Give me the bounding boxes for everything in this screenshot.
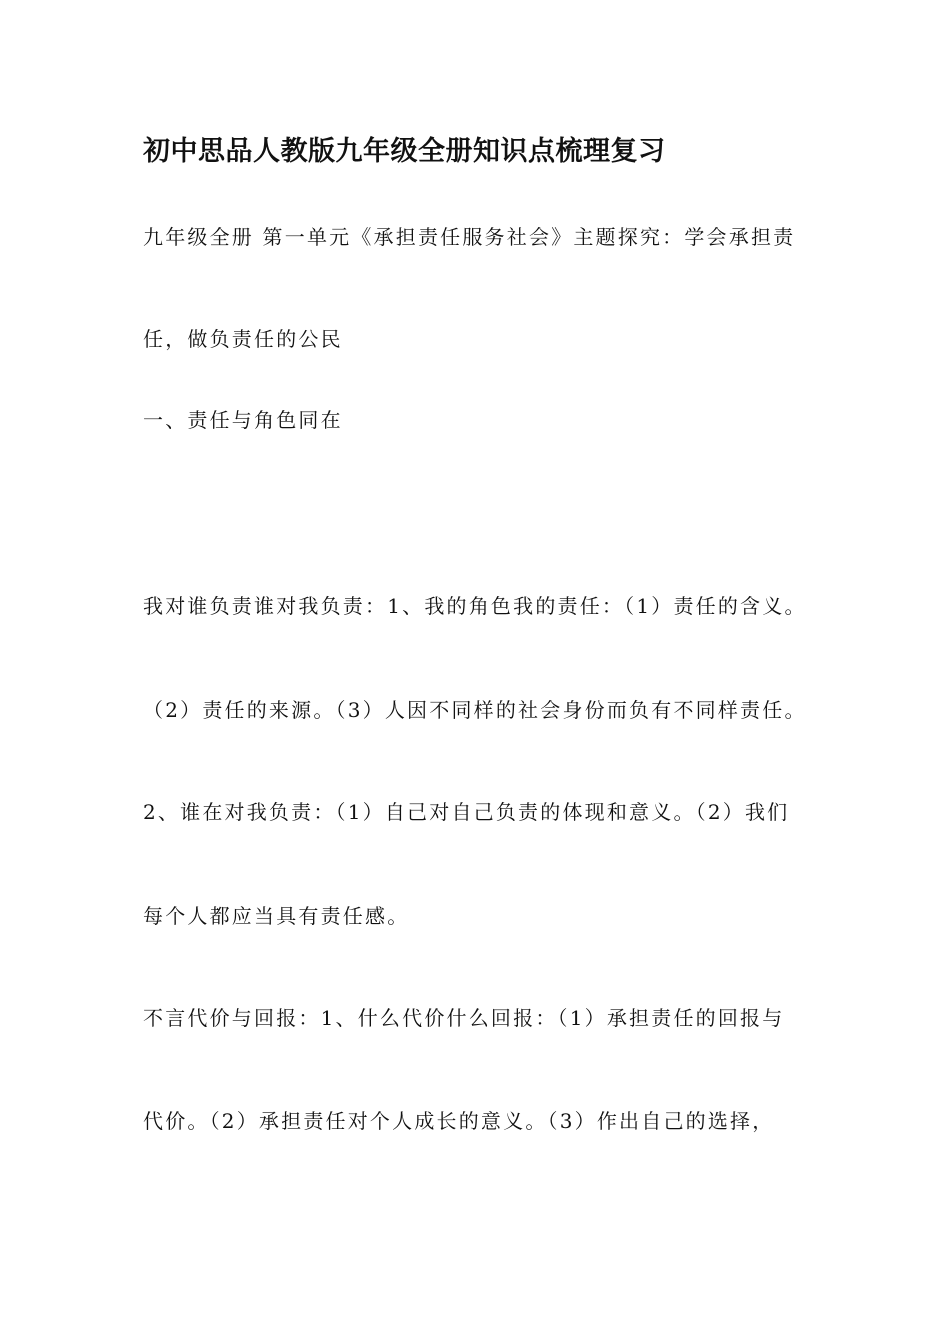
text-line-6: 每个人都应当具有责任感。 [143,904,410,928]
text-line-7: 不言代价与回报：1、什么代价什么回报：（1）承担责任的回报与 [143,1006,785,1030]
section-heading: 一、责任与角色同在 [143,408,343,432]
text-line-3: 我对谁负责谁对我负责：1、我的角色我的责任：（1）责任的含义。 [143,594,807,618]
text-line-2: 任，做负责任的公民 [143,327,343,351]
text-line-8: 代价。（2）承担责任对个人成长的意义。（3）作出自己的选择， [143,1109,775,1133]
text-line-1: 九年级全册 第一单元《承担责任服务社会》主题探究：学会承担责 [143,225,796,249]
text-line-5: 2、谁在对我负责：（1）自己对自己负责的体现和意义。（2）我们 [143,800,790,824]
text-line-4: （2）责任的来源。（3）人因不同样的社会身份而负有不同样责任。 [143,698,807,722]
document-title: 初中思品人教版九年级全册知识点梳理复习 [143,136,666,167]
